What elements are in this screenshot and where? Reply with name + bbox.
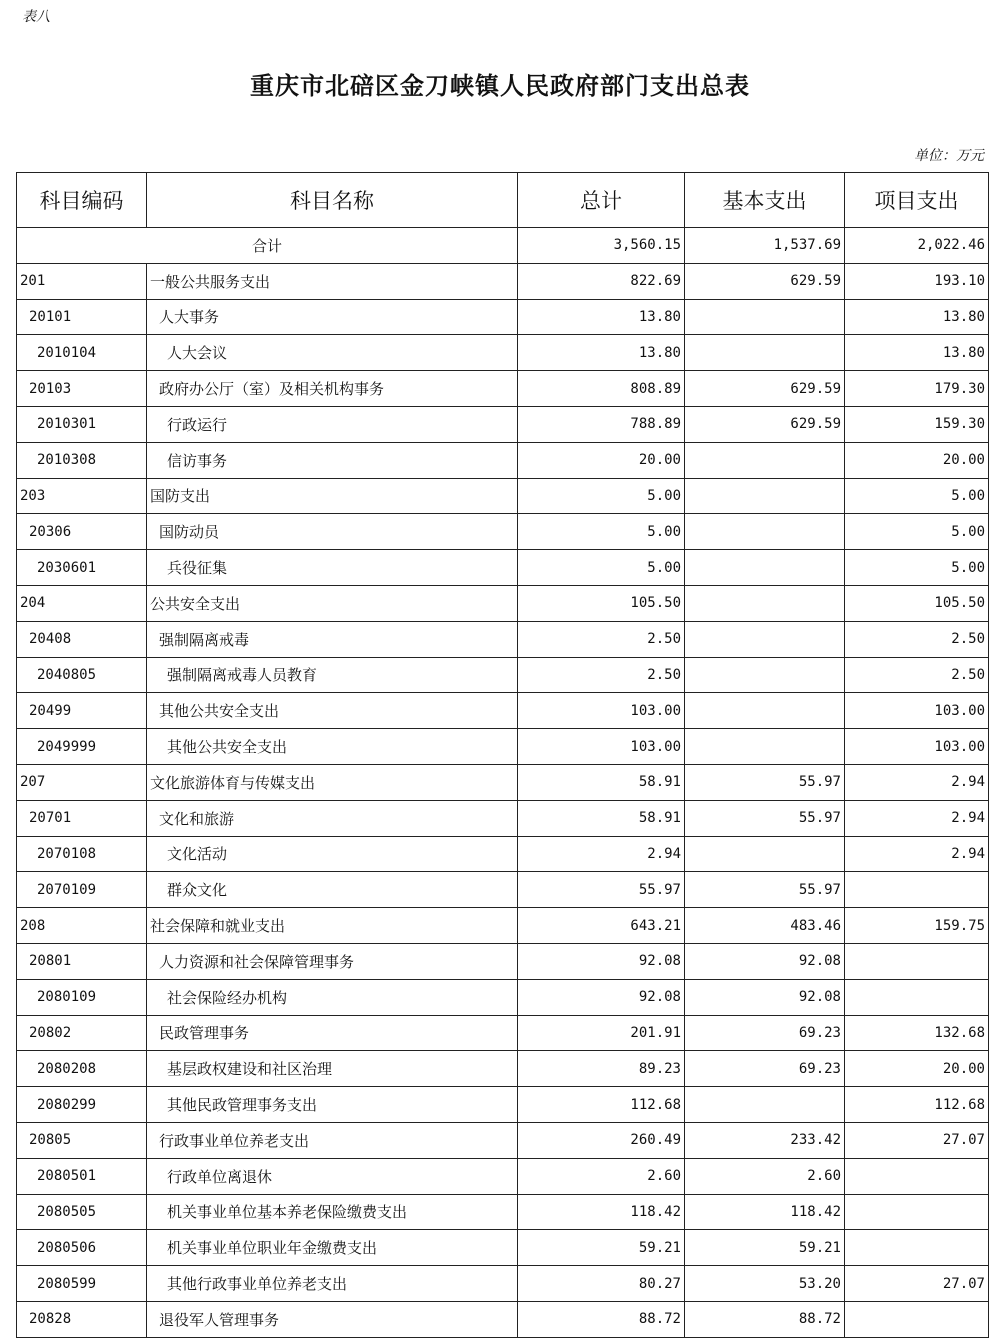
header-total: 总计 <box>518 173 685 228</box>
row-code: 20306 <box>17 514 147 550</box>
table-row <box>17 800 989 836</box>
row-name: 公共安全支出 <box>147 585 518 621</box>
row-total: 118.42 <box>518 1194 685 1230</box>
row-code: 2080501 <box>17 1158 147 1194</box>
row-code: 20802 <box>17 1015 147 1051</box>
row-project: 159.75 <box>845 908 989 944</box>
row-project: 27.07 <box>845 1266 989 1302</box>
row-name: 强制隔离戒毒人员教育 <box>147 657 518 693</box>
table-body <box>17 228 989 1338</box>
row-name: 政府办公厅（室）及相关机构事务 <box>147 371 518 407</box>
table-row <box>17 621 989 657</box>
row-basic: 53.20 <box>685 1266 845 1302</box>
row-project: 179.30 <box>845 371 989 407</box>
row-project: 20.00 <box>845 1051 989 1087</box>
row-code: 20103 <box>17 371 147 407</box>
table-row <box>17 1087 989 1123</box>
table-row <box>17 550 989 586</box>
row-code: 20499 <box>17 693 147 729</box>
total-sum: 3,560.15 <box>518 228 685 264</box>
row-code: 2070109 <box>17 872 147 908</box>
table-row <box>17 1122 989 1158</box>
row-project <box>845 1301 989 1337</box>
table-row <box>17 478 989 514</box>
row-name: 基层政权建设和社区治理 <box>147 1051 518 1087</box>
row-project: 2.50 <box>845 621 989 657</box>
row-basic: 88.72 <box>685 1301 845 1337</box>
row-code: 2080208 <box>17 1051 147 1087</box>
row-project: 2.94 <box>845 800 989 836</box>
row-basic: 55.97 <box>685 872 845 908</box>
row-basic <box>685 585 845 621</box>
row-name: 文化旅游体育与传媒支出 <box>147 764 518 800</box>
row-project <box>845 1158 989 1194</box>
row-code: 207 <box>17 764 147 800</box>
row-code: 2080505 <box>17 1194 147 1230</box>
row-name: 退役军人管理事务 <box>147 1301 518 1337</box>
row-name: 机关事业单位职业年金缴费支出 <box>147 1230 518 1266</box>
row-total: 103.00 <box>518 693 685 729</box>
row-total: 13.80 <box>518 335 685 371</box>
row-basic: 92.08 <box>685 943 845 979</box>
row-code: 2080506 <box>17 1230 147 1266</box>
row-name: 人大会议 <box>147 335 518 371</box>
row-basic <box>685 1087 845 1123</box>
total-basic: 1,537.69 <box>685 228 845 264</box>
row-project: 103.00 <box>845 693 989 729</box>
row-total: 89.23 <box>518 1051 685 1087</box>
row-name: 信访事务 <box>147 442 518 478</box>
row-total: 105.50 <box>518 585 685 621</box>
row-code: 20101 <box>17 299 147 335</box>
row-total: 643.21 <box>518 908 685 944</box>
unit-label: 单位：万元 <box>914 148 984 164</box>
row-code: 204 <box>17 585 147 621</box>
row-project: 2.94 <box>845 764 989 800</box>
row-total: 80.27 <box>518 1266 685 1302</box>
row-code: 20828 <box>17 1301 147 1337</box>
header-basic: 基本支出 <box>685 173 845 228</box>
row-code: 2010104 <box>17 335 147 371</box>
row-total: 2.50 <box>518 621 685 657</box>
row-name: 兵役征集 <box>147 550 518 586</box>
row-basic <box>685 729 845 765</box>
row-total: 103.00 <box>518 729 685 765</box>
table-row <box>17 729 989 765</box>
total-label: 合计 <box>17 228 518 264</box>
row-total: 55.97 <box>518 872 685 908</box>
row-name: 民政管理事务 <box>147 1015 518 1051</box>
table-row <box>17 406 989 442</box>
row-name: 文化和旅游 <box>147 800 518 836</box>
row-total: 808.89 <box>518 371 685 407</box>
table-row <box>17 908 989 944</box>
row-code: 208 <box>17 908 147 944</box>
row-project <box>845 943 989 979</box>
row-code: 2080109 <box>17 979 147 1015</box>
row-basic: 69.23 <box>685 1051 845 1087</box>
row-total: 5.00 <box>518 550 685 586</box>
table-row <box>17 585 989 621</box>
row-project <box>845 872 989 908</box>
row-code: 203 <box>17 478 147 514</box>
row-name: 机关事业单位基本养老保险缴费支出 <box>147 1194 518 1230</box>
table-row <box>17 1015 989 1051</box>
row-name: 强制隔离戒毒 <box>147 621 518 657</box>
row-basic: 629.59 <box>685 263 845 299</box>
row-code: 201 <box>17 263 147 299</box>
row-total: 201.91 <box>518 1015 685 1051</box>
row-project: 5.00 <box>845 514 989 550</box>
row-name: 其他行政事业单位养老支出 <box>147 1266 518 1302</box>
row-name: 行政事业单位养老支出 <box>147 1122 518 1158</box>
table-row <box>17 263 989 299</box>
row-name: 社会保险经办机构 <box>147 979 518 1015</box>
row-total: 58.91 <box>518 764 685 800</box>
header-name: 科目名称 <box>147 173 518 228</box>
row-project: 103.00 <box>845 729 989 765</box>
row-basic: 55.97 <box>685 800 845 836</box>
row-project: 2.50 <box>845 657 989 693</box>
row-code: 2070108 <box>17 836 147 872</box>
row-basic <box>685 550 845 586</box>
row-code: 2030601 <box>17 550 147 586</box>
row-code: 20805 <box>17 1122 147 1158</box>
row-code: 2080599 <box>17 1266 147 1302</box>
row-total: 5.00 <box>518 478 685 514</box>
row-project: 2.94 <box>845 836 989 872</box>
row-total: 92.08 <box>518 979 685 1015</box>
row-total: 5.00 <box>518 514 685 550</box>
row-total: 58.91 <box>518 800 685 836</box>
table-row <box>17 371 989 407</box>
row-basic <box>685 514 845 550</box>
expense-table <box>16 172 989 1338</box>
row-code: 2010301 <box>17 406 147 442</box>
row-project: 13.80 <box>845 299 989 335</box>
row-project: 112.68 <box>845 1087 989 1123</box>
table-row <box>17 514 989 550</box>
row-name: 其他民政管理事务支出 <box>147 1087 518 1123</box>
row-total: 788.89 <box>518 406 685 442</box>
table-row <box>17 764 989 800</box>
table-row <box>17 1158 989 1194</box>
table-row <box>17 657 989 693</box>
row-name: 社会保障和就业支出 <box>147 908 518 944</box>
table-row <box>17 1301 989 1337</box>
row-project: 5.00 <box>845 550 989 586</box>
row-name: 国防支出 <box>147 478 518 514</box>
header-row <box>17 173 989 228</box>
total-row <box>17 228 989 264</box>
row-project: 5.00 <box>845 478 989 514</box>
row-basic <box>685 442 845 478</box>
table-row <box>17 299 989 335</box>
row-basic <box>685 478 845 514</box>
row-code: 20408 <box>17 621 147 657</box>
row-basic: 69.23 <box>685 1015 845 1051</box>
table-row <box>17 442 989 478</box>
total-project: 2,022.46 <box>845 228 989 264</box>
table-row <box>17 693 989 729</box>
page-title: 重庆市北碚区金刀峡镇人民政府部门支出总表 <box>250 71 750 100</box>
table-row <box>17 1051 989 1087</box>
table-row <box>17 335 989 371</box>
row-project: 159.30 <box>845 406 989 442</box>
row-code: 2080299 <box>17 1087 147 1123</box>
row-name: 行政单位离退休 <box>147 1158 518 1194</box>
row-basic: 629.59 <box>685 406 845 442</box>
table-row <box>17 836 989 872</box>
table-row <box>17 1194 989 1230</box>
row-name: 一般公共服务支出 <box>147 263 518 299</box>
header-project: 项目支出 <box>845 173 989 228</box>
row-project <box>845 1194 989 1230</box>
row-total: 2.50 <box>518 657 685 693</box>
row-total: 2.94 <box>518 836 685 872</box>
row-basic: 59.21 <box>685 1230 845 1266</box>
row-name: 人力资源和社会保障管理事务 <box>147 943 518 979</box>
row-total: 59.21 <box>518 1230 685 1266</box>
row-code: 20701 <box>17 800 147 836</box>
row-project: 27.07 <box>845 1122 989 1158</box>
row-code: 2049999 <box>17 729 147 765</box>
row-name: 行政运行 <box>147 406 518 442</box>
row-basic: 629.59 <box>685 371 845 407</box>
row-total: 112.68 <box>518 1087 685 1123</box>
row-name: 群众文化 <box>147 872 518 908</box>
table-row <box>17 979 989 1015</box>
row-code: 20801 <box>17 943 147 979</box>
row-total: 2.60 <box>518 1158 685 1194</box>
row-name: 其他公共安全支出 <box>147 729 518 765</box>
row-project: 20.00 <box>845 442 989 478</box>
header-code: 科目编码 <box>17 173 147 228</box>
row-project <box>845 1230 989 1266</box>
row-code: 2040805 <box>17 657 147 693</box>
table-row <box>17 872 989 908</box>
row-basic: 55.97 <box>685 764 845 800</box>
row-name: 人大事务 <box>147 299 518 335</box>
table-row <box>17 943 989 979</box>
row-basic <box>685 657 845 693</box>
row-project: 13.80 <box>845 335 989 371</box>
table-row <box>17 1266 989 1302</box>
row-name: 文化活动 <box>147 836 518 872</box>
row-total: 260.49 <box>518 1122 685 1158</box>
row-project: 105.50 <box>845 585 989 621</box>
row-project: 132.68 <box>845 1015 989 1051</box>
row-basic <box>685 621 845 657</box>
row-total: 20.00 <box>518 442 685 478</box>
table-row <box>17 1230 989 1266</box>
row-name: 国防动员 <box>147 514 518 550</box>
row-code: 2010308 <box>17 442 147 478</box>
table-number-label: 表八 <box>22 9 50 25</box>
row-basic <box>685 693 845 729</box>
row-name: 其他公共安全支出 <box>147 693 518 729</box>
row-total: 822.69 <box>518 263 685 299</box>
row-basic: 92.08 <box>685 979 845 1015</box>
row-basic: 483.46 <box>685 908 845 944</box>
row-project <box>845 979 989 1015</box>
row-basic <box>685 299 845 335</box>
row-basic: 233.42 <box>685 1122 845 1158</box>
row-project: 193.10 <box>845 263 989 299</box>
row-total: 13.80 <box>518 299 685 335</box>
row-basic: 2.60 <box>685 1158 845 1194</box>
row-basic <box>685 836 845 872</box>
row-total: 92.08 <box>518 943 685 979</box>
row-basic: 118.42 <box>685 1194 845 1230</box>
row-total: 88.72 <box>518 1301 685 1337</box>
row-basic <box>685 335 845 371</box>
